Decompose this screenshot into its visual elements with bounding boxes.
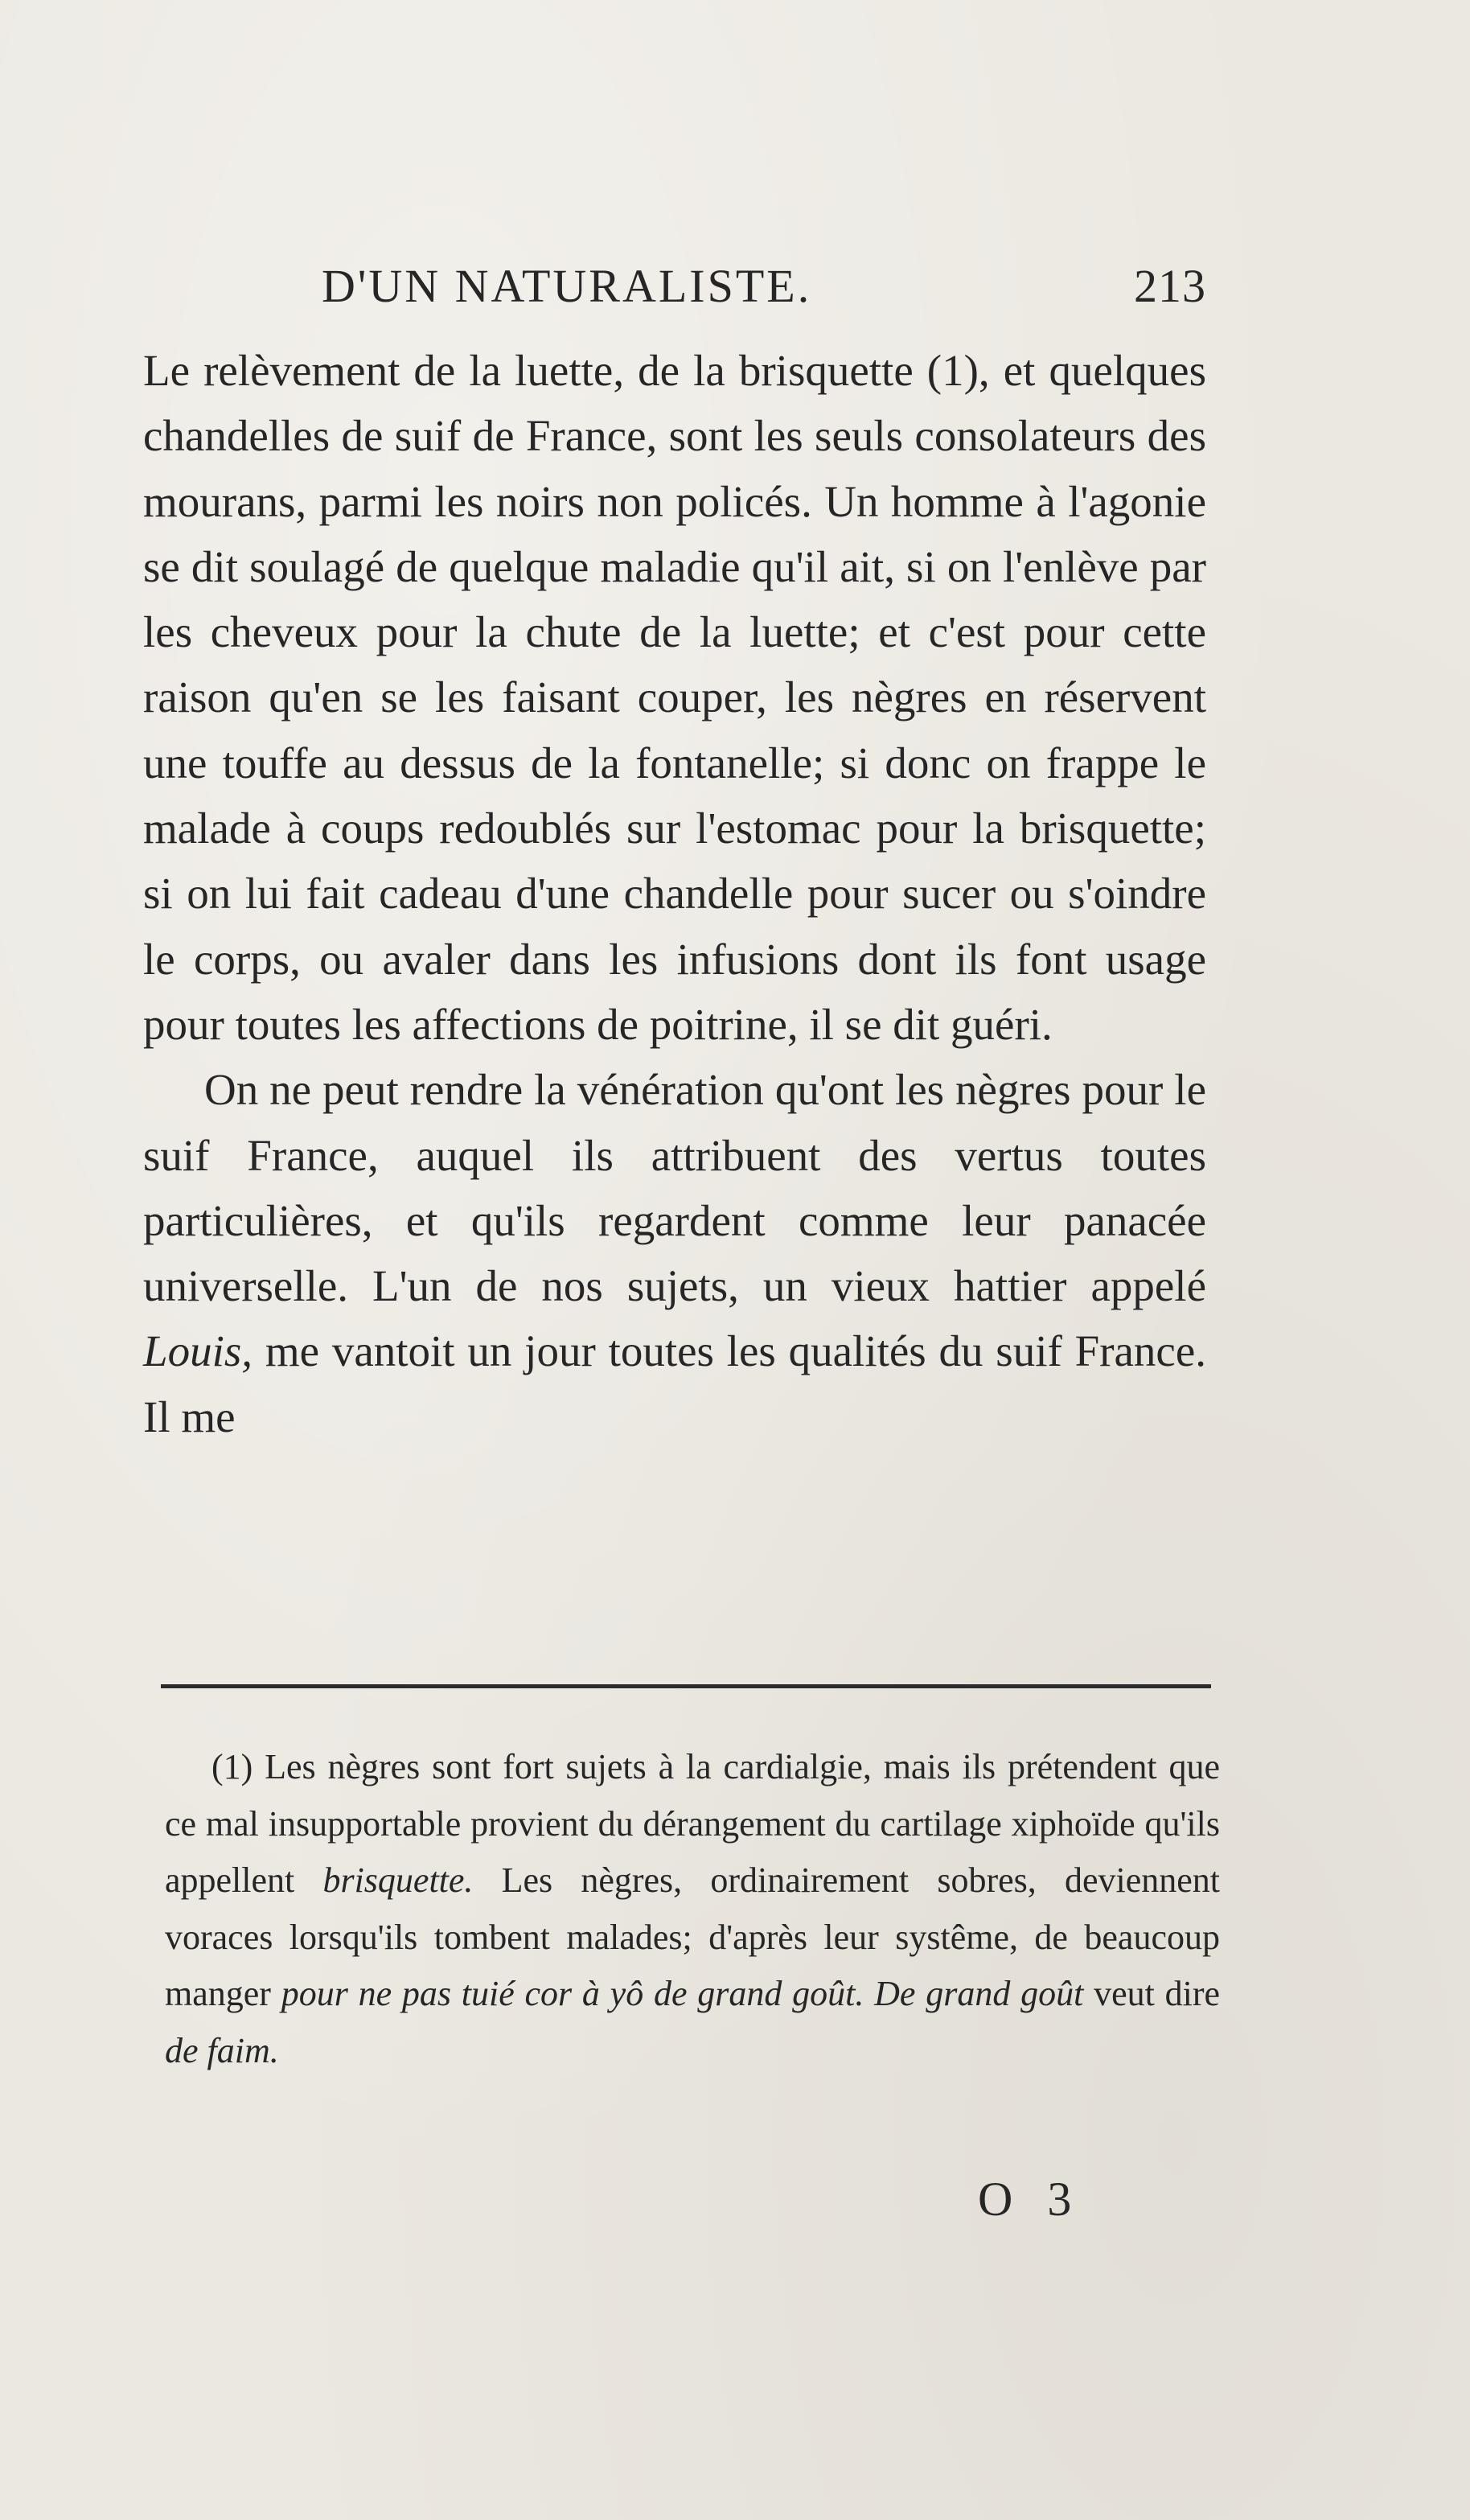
footnote-text-a: Les nègres sont fort sujets à la cardialgie, mais ils prétendent que ce mal insupportable provient du dérangement du cartilage xiphoïde qu'ils appellent — [165, 1747, 1220, 1900]
paragraph-2 — [143, 1057, 1206, 1449]
footnote — [165, 1739, 1220, 2079]
footnote-creole-phrase: pour ne pas tuié cor à yô de grand goût. De grand goût — [281, 1974, 1084, 2013]
footnote-paragraph — [165, 1739, 1220, 2079]
paragraph-1: Le relèvement de la luette, de la brisquette (1), et quelques chandelles de suif de France, sont les seuls consolateurs des mourans, parmi les noirs non policés. Un homme à l'agonie se dit soulagé de quelque maladie qu'il ait, si on l'enlève par les cheveux pour la chute de la luette; et c'est pour cette raison qu'en se les faisant couper, les nègres en réservent une touffe au dessus de la fontanelle; si donc on frappe le malade à coups redoublés sur l'estomac pour la brisquette; si on lui fait cadeau d'une chandelle pour sucer ou s'oindre le corps, ou avaler dans les infusions dont ils font usage pour toutes les affections de poitrine, il se dit guéri. — [143, 346, 1206, 1049]
page-header — [322, 259, 1206, 315]
footnote-text-c: veut dire — [1083, 1974, 1220, 2013]
page-number: 213 — [1134, 260, 1206, 312]
footnote-marker: (1) — [211, 1747, 253, 1786]
footnote-text-b: Les nègres, ordinairement sobres, deviennent voraces lorsqu'ils tombent malades; d'après leur systême, de beaucoup manger — [165, 1860, 1220, 2013]
paragraph-2-name-louis: Louis, — [143, 1326, 253, 1376]
footnote-divider — [161, 1684, 1211, 1688]
main-text — [143, 338, 1206, 1449]
footnote-term-brisquette: brisquette. — [322, 1860, 474, 1900]
signature-mark: O 3 — [978, 2173, 1083, 2226]
paragraph-2-text-after: me vantoit un jour toutes les qualités du suif France. Il me — [143, 1326, 1206, 1441]
running-head: D'UN NATURALISTE. — [322, 260, 812, 312]
footnote-meaning: de faim. — [165, 2030, 279, 2070]
paragraph-2-text-before: On ne peut rendre la vénération qu'ont les nègres pour le suif France, auquel ils attribuent des vertus toutes particulières, et qu'ils regardent comme leur panacée universelle. L'un de nos sujets, un vieux hattier appelé — [143, 1065, 1206, 1311]
